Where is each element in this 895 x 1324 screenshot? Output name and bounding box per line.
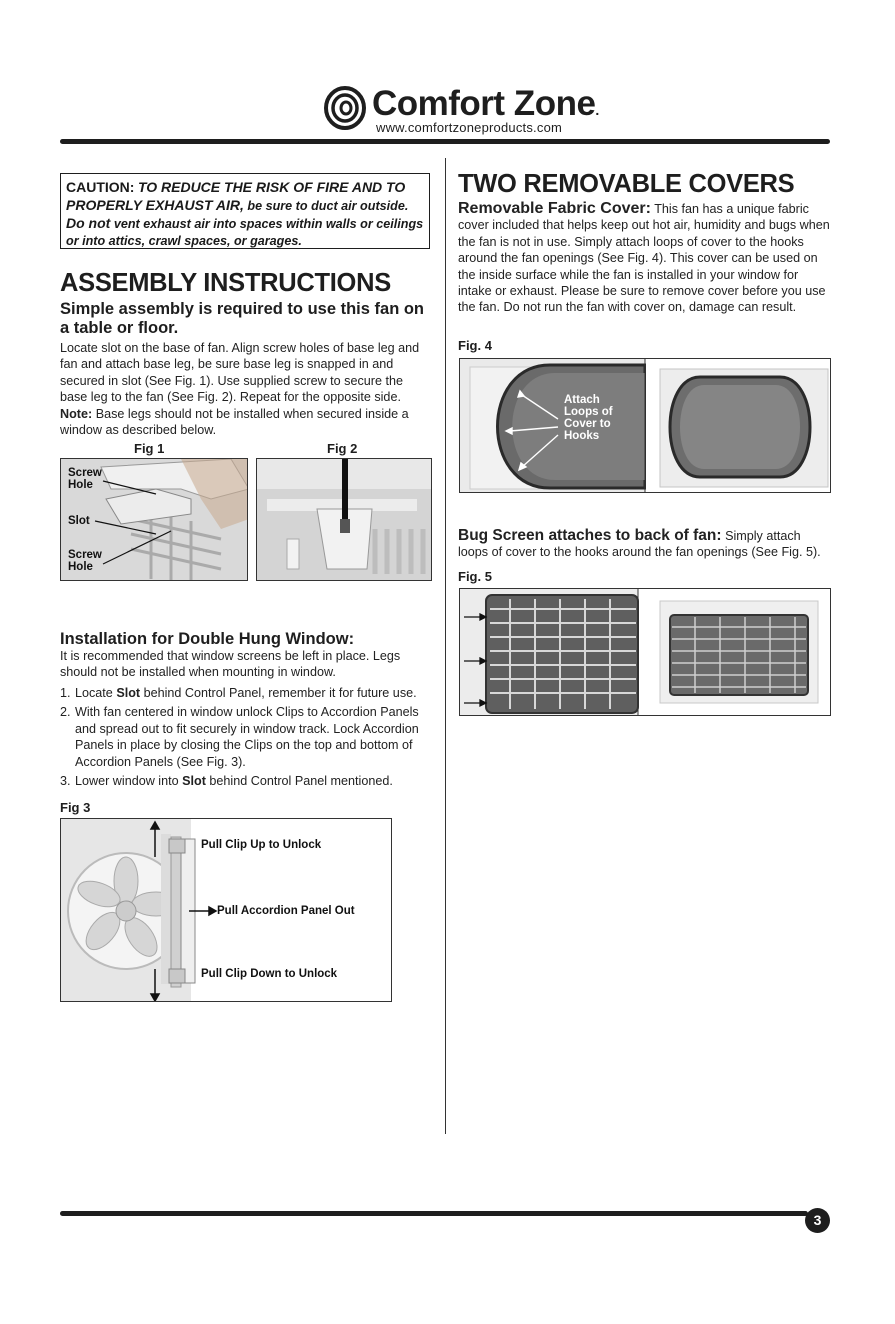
note-label: Note: <box>60 406 93 421</box>
installation-title: Installation for Double Hung Window: <box>60 630 355 648</box>
fig2-label: Fig 2 <box>327 441 358 456</box>
fig2-image <box>256 458 432 581</box>
comfort-zone-logo-icon <box>324 86 366 130</box>
assembly-title: ASSEMBLY INSTRUCTIONS <box>60 269 391 297</box>
fabric-cover-body: This fan has a unique fabric cover included that helps keep out hot air, humidity and bugs when the fan is not in use. Simply attach loops of cover to the hooks around the fan openings (See Fig. 4). This cover can be used on the inside surface while the fan is installed in your window for intake or exhaust. Please be sure to remove cover before you use the fan. Do not run the fan with cover on, damage can result. <box>458 202 830 315</box>
assembly-body <box>60 340 432 438</box>
caution-line-3b: vent exhaust air into spaces within walls or ceilings <box>113 217 424 231</box>
caution-line-1: TO REDUCE THE RISK OF FIRE AND TO <box>137 179 406 195</box>
fig3-callout-clip-down: Pull Clip Down to Unlock <box>201 968 338 980</box>
column-divider <box>445 158 446 1134</box>
fig2-illustration <box>257 459 432 581</box>
caution-label: CAUTION: <box>66 179 135 195</box>
fig1-callout-screw-hole-top: Screw Hole <box>68 467 102 491</box>
bug-screen-label: Bug Screen attaches to back of fan: <box>458 527 722 544</box>
fig1-label: Fig 1 <box>134 441 165 456</box>
caution-box <box>60 173 430 249</box>
fig4-callout: Attach Loops of Cover to Hooks <box>564 394 613 442</box>
fig1-callout-screw-hole-bottom: Screw Hole <box>68 549 102 573</box>
fig4-illustration <box>460 359 831 493</box>
fig5-illustration <box>460 589 831 716</box>
fig3-image <box>60 818 392 1002</box>
fig3-callout-clip-up: Pull Clip Up to Unlock <box>201 839 322 851</box>
installation-step-3: 3. Lower window into Slot behind Control Panel mentioned. <box>60 774 393 789</box>
brand-name: Comfort Zone. <box>372 84 599 123</box>
fabric-cover-label: Removable Fabric Cover: <box>458 200 651 217</box>
note-text: Base legs should not be installed when secured inside a window as described below. <box>60 406 409 438</box>
fabric-cover-text <box>458 201 832 316</box>
fig5-label: Fig. 5 <box>458 569 492 584</box>
footer-rule <box>60 1211 808 1216</box>
fig3-callout-accordion-out: Pull Accordion Panel Out <box>217 905 355 917</box>
fig4-label: Fig. 4 <box>458 338 492 353</box>
fig4-image <box>459 358 831 493</box>
fig1-image <box>60 458 248 581</box>
covers-title: TWO REMOVABLE COVERS <box>458 170 795 198</box>
installation-steps <box>60 685 434 789</box>
fig5-image <box>459 588 831 716</box>
installation-step-1: 1. Locate Slot behind Control Panel, remember it for future use. <box>60 686 417 700</box>
caution-line-2a: PROPERLY EXHAUST AIR, <box>66 197 244 213</box>
installation-step-2: 2. With fan centered in window unlock Clips to Accordion Panels and spread out to fit securely in window track. Lock Accordion Panels in place by closing the Clips on the top and bottom of Accordion Panels (See Fig. 3). <box>60 705 419 769</box>
bug-screen-text <box>458 528 832 561</box>
bug-screen-body: Simply attach loops of cover to the hooks around the fan openings (See Fig. 5). <box>458 529 821 560</box>
fig3-label: Fig 3 <box>60 800 91 815</box>
fig1-callout-slot: Slot <box>68 515 90 527</box>
page-number: 3 <box>805 1208 830 1233</box>
caution-line-2b: be sure to duct air outside. <box>247 199 409 213</box>
assembly-body-text: Locate slot on the base of fan. Align screw holes of base leg and fan and attach base leg, be sure base leg is snapped in and secured in slot (See Fig. 1). Use supplied screw to secure the base leg to the fan (See Fig. 2). Repeat for the opposite side. <box>60 341 420 405</box>
assembly-subtitle: Simple assembly is required to use this fan on a table or floor. <box>60 300 425 337</box>
brand-url: www.comfortzoneproducts.com <box>376 120 563 135</box>
caution-line-3a: Do not <box>66 215 111 231</box>
installation-intro: It is recommended that window screens be left in place. Legs should not be installed when mounting in window. <box>60 649 401 680</box>
caution-line-4: or into attics, crawl spaces, or garages. <box>66 234 302 248</box>
header-rule <box>60 139 830 144</box>
